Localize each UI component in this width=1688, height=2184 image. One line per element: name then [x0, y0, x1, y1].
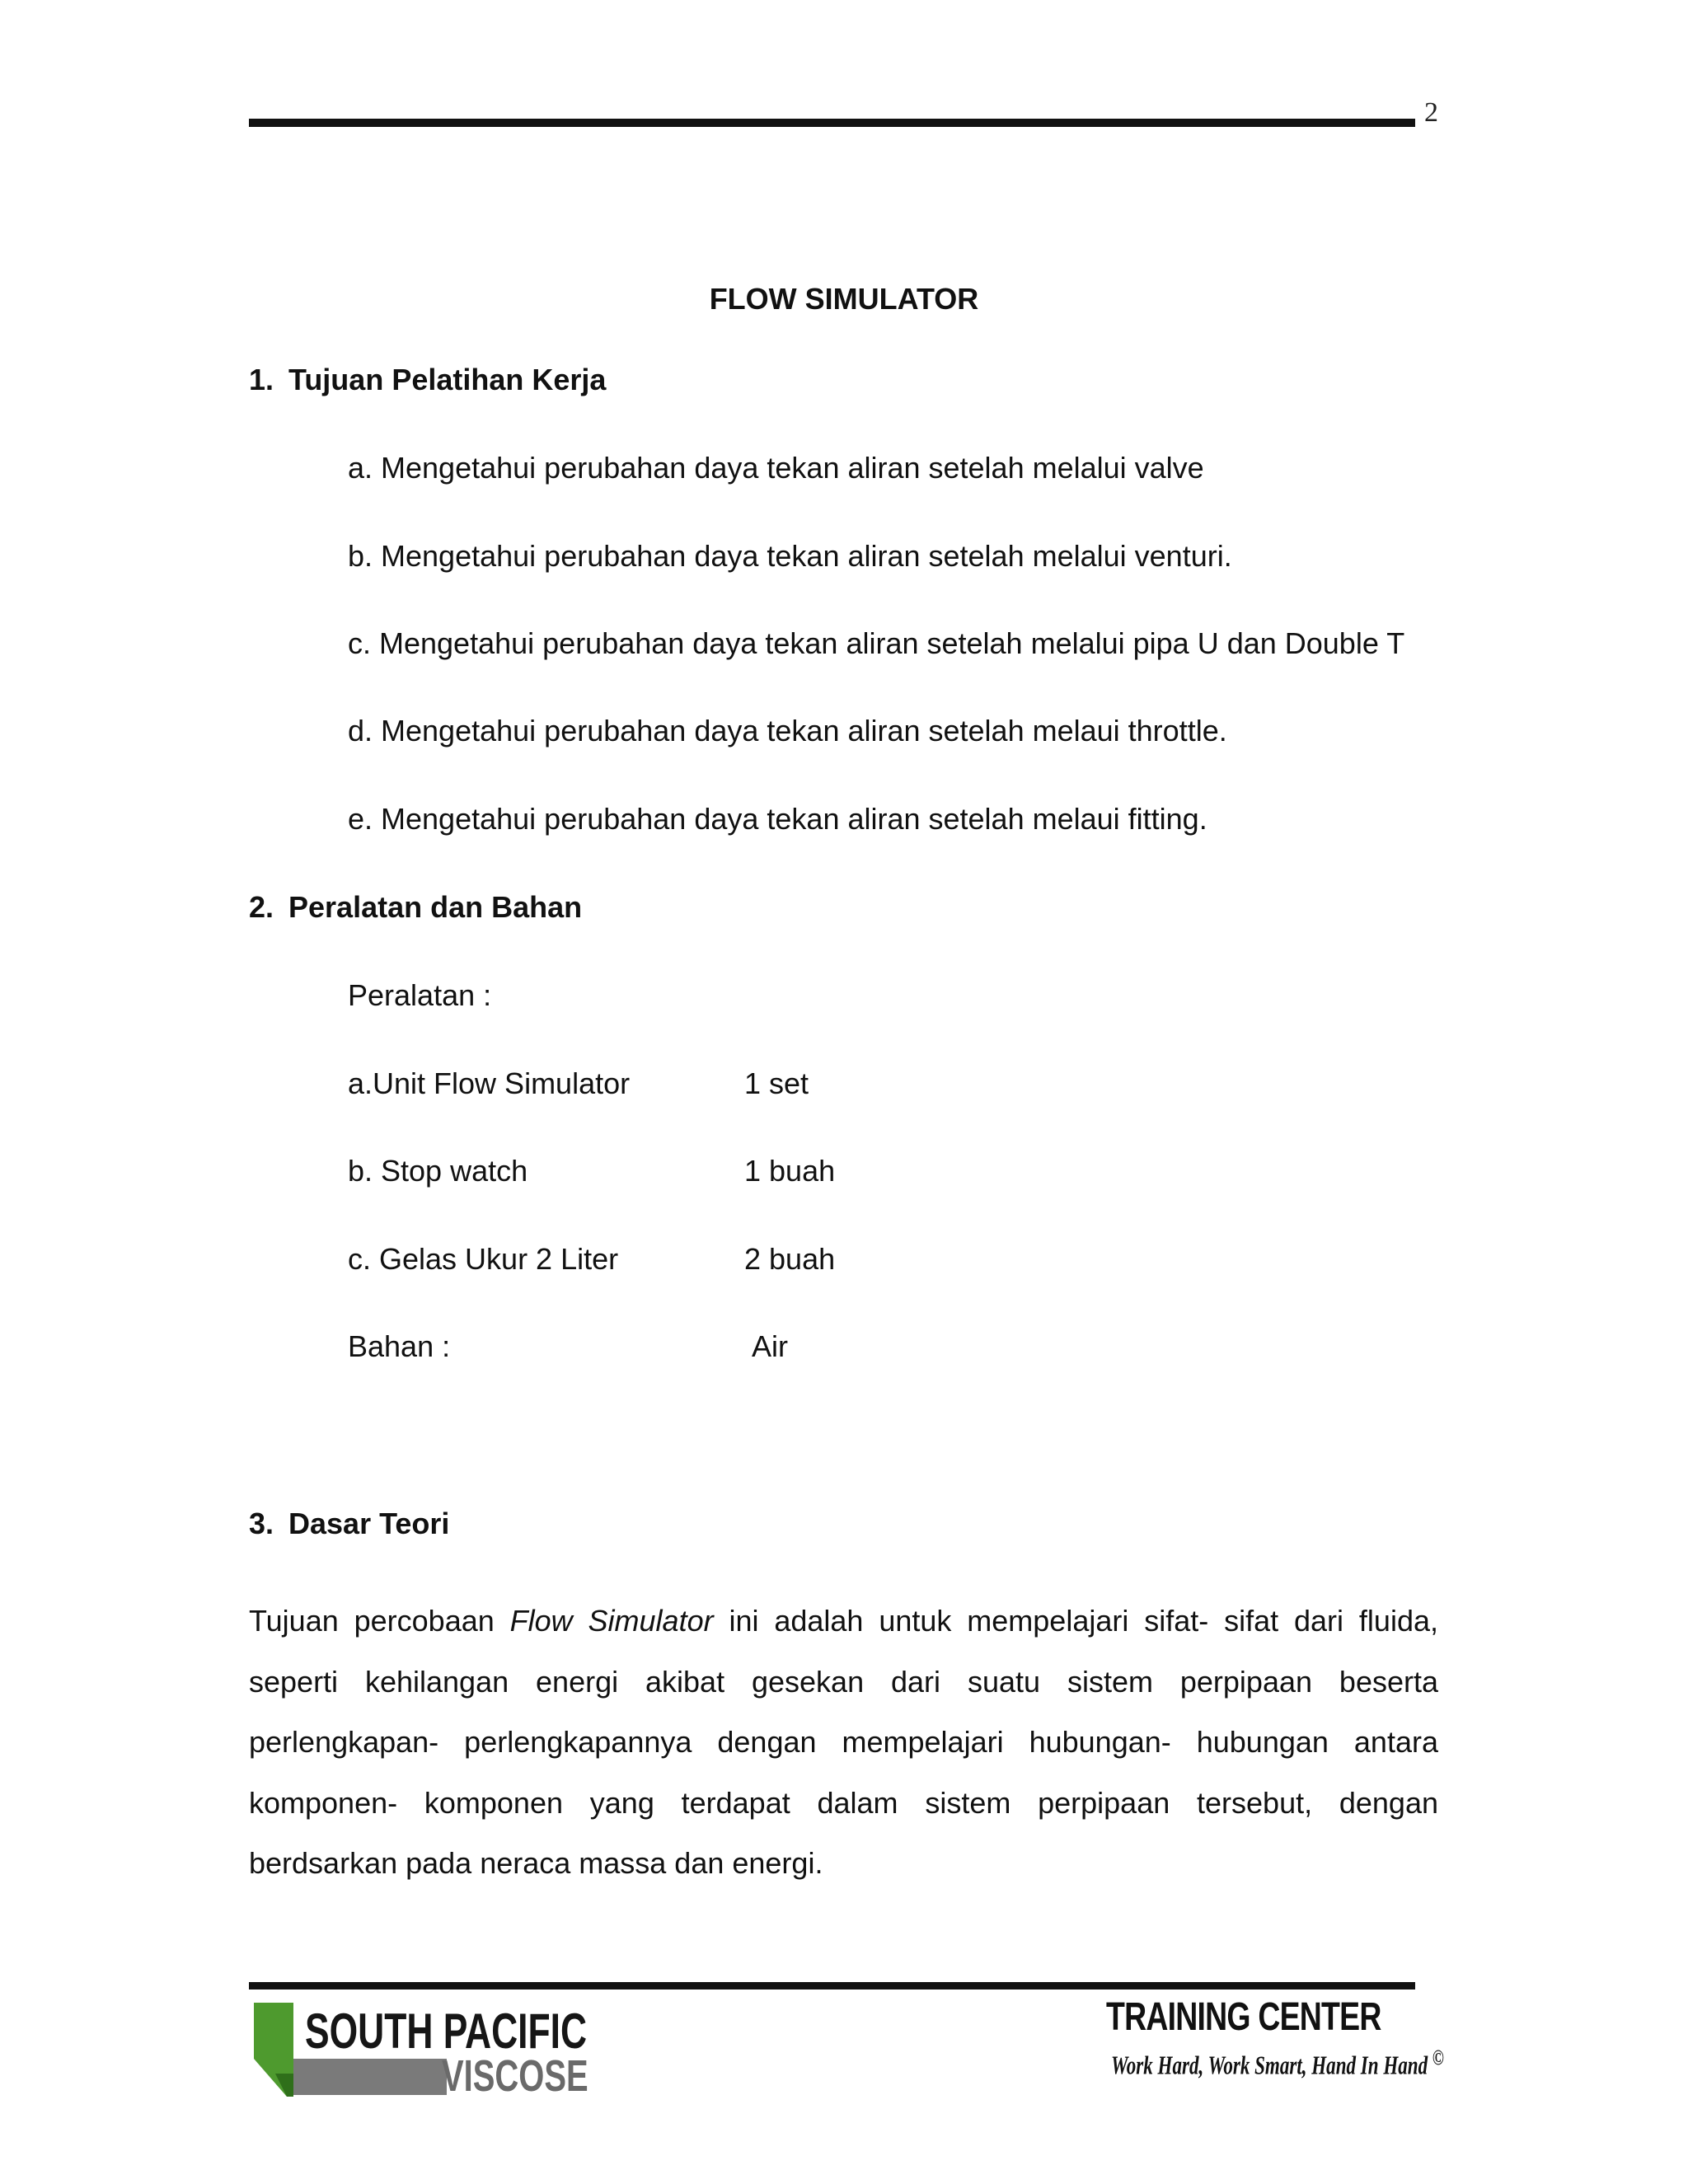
section-3-heading [249, 1507, 449, 1541]
theory-paragraph-italic: Flow Simulator [509, 1604, 714, 1638]
section-1-heading [249, 363, 606, 397]
training-center-logo [1106, 1994, 1444, 2085]
section-3-title: Dasar Teori [288, 1507, 450, 1540]
objective-item-a: a. Mengetahui perubahan daya tekan aliran setelah melalui valve [348, 451, 1204, 485]
material-label: Bahan : [348, 1329, 451, 1363]
material-value: Air [752, 1329, 788, 1363]
equipment-item-qty: 1 buah [744, 1154, 836, 1188]
section-1-title: Tujuan Pelatihan Kerja [288, 363, 607, 396]
training-center-title: TRAINING CENTER [1106, 1995, 1381, 2039]
document-title: FLOW SIMULATOR [709, 282, 979, 316]
section-2-number: 2. [249, 890, 274, 924]
section-3-number: 3. [249, 1507, 274, 1540]
theory-paragraph [249, 1591, 1438, 1894]
section-2-title: Peralatan dan Bahan [288, 890, 583, 924]
slogan-text: Work Hard, Work Smart, Hand In Hand [1111, 2050, 1428, 2080]
section-2-heading [249, 890, 582, 925]
objective-item-b: b. Mengetahui perubahan daya tekan aliran setelah melalui venturi. [348, 539, 1232, 573]
header-rule [249, 119, 1415, 127]
section-1-number: 1. [249, 363, 274, 396]
south-pacific-viscose-logo [254, 2001, 600, 2101]
objective-item-d: d. Mengetahui perubahan daya tekan aliran setelah melaui throttle. [348, 714, 1227, 748]
theory-paragraph-rest: ini adalah untuk mempelajari sifat- sifat dari fluida, seperti kehilangan energi akibat gesekan dari suatu sistem perpipaan beserta perlengkapan- perlengkapannya dengan mempelajari hubungan- hubungan antara komponen- komponen yang terdapat dalam sistem perpipaan tersebut, dengan berdsarkan pada neraca massa dan energi. [249, 1604, 1438, 1880]
logo-line-1: SOUTH PACIFIC [305, 2004, 588, 2059]
equipment-item-qty: 1 set [744, 1066, 809, 1100]
theory-paragraph-start: Tujuan percobaan [249, 1604, 510, 1638]
equipment-item-name: a.Unit Flow Simulator [348, 1066, 631, 1100]
equipment-item-name: c. Gelas Ukur 2 Liter [348, 1242, 619, 1276]
equipment-item-qty: 2 buah [744, 1242, 836, 1276]
training-center-slogan [1111, 2046, 1444, 2081]
logo-line-2: VISCOSE [442, 2051, 588, 2101]
page-number: 2 [1424, 97, 1438, 128]
footer-rule [249, 1982, 1415, 1990]
equipment-label: Peralatan : [348, 978, 492, 1012]
objective-item-e: e. Mengetahui perubahan daya tekan aliran setelah melaui fitting. [348, 802, 1207, 836]
objective-item-c: c. Mengetahui perubahan daya tekan aliran setelah melalui pipa U dan Double T [348, 626, 1405, 660]
equipment-item-name: b. Stop watch [348, 1154, 528, 1188]
copyright-icon: © [1432, 2046, 1444, 2069]
